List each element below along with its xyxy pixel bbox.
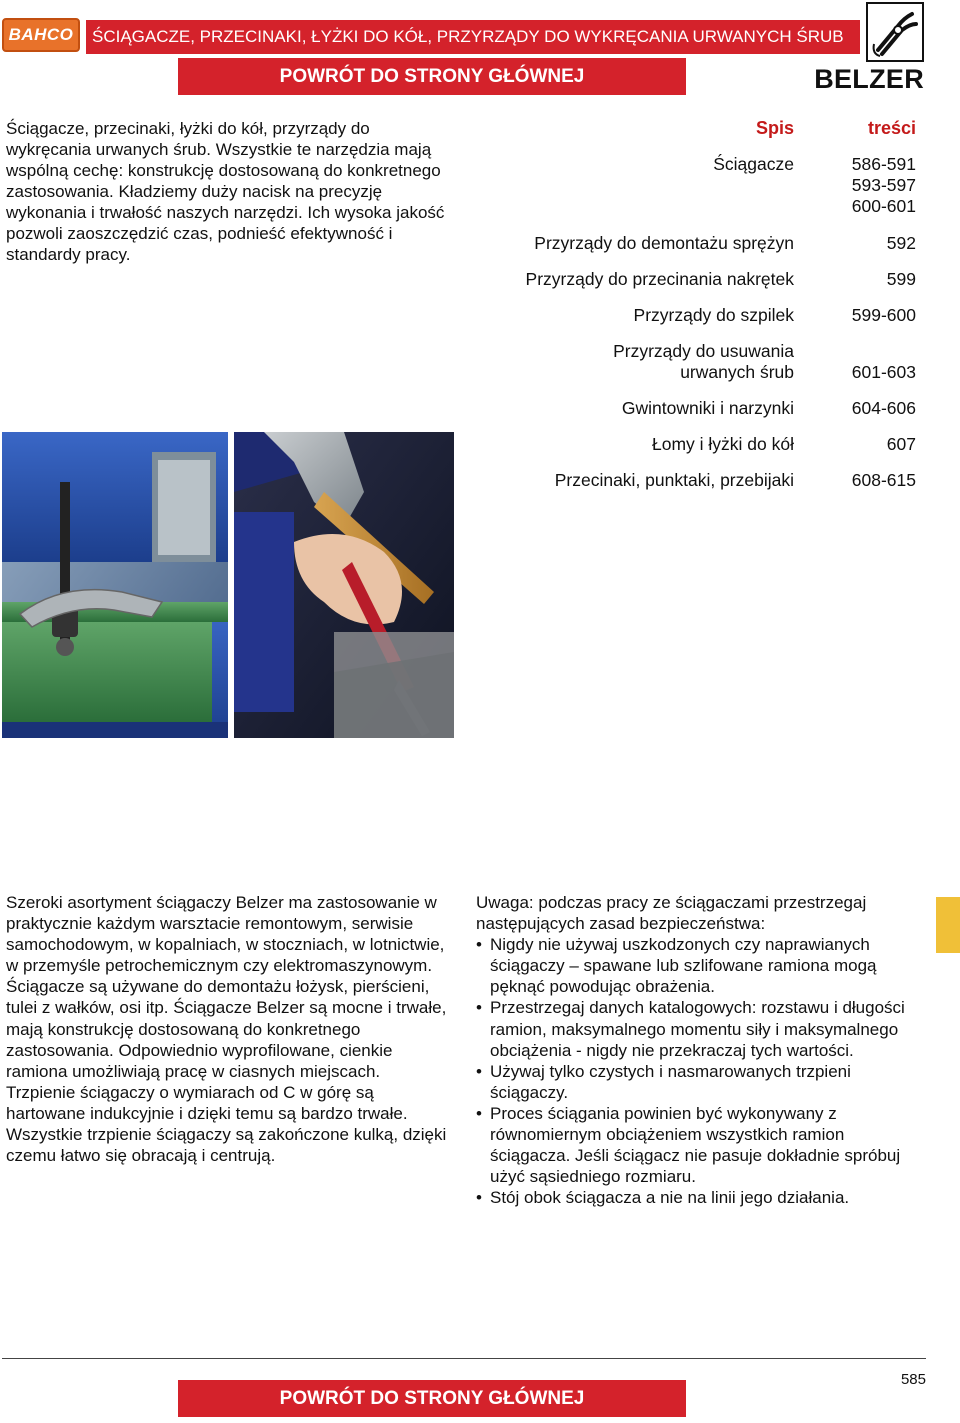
toc-item-label[interactable]: Przyrządy do demontażu sprężyn xyxy=(534,233,794,253)
intro-paragraph: Ściągacze, przecinaki, łyżki do kół, przyrządy do wykręcania urwanych śrub. Wszystkie te narzędzia mają wspólną cechę: konstrukcję dostosowaną do konkretnego zastosowania. Kładziemy duży nacisk na precyzję wykonania i trwałość naszych narzędzi. Ich wysoka jakość pozwoli zaoszczędzić czas, podnieść efektywność i standardy pracy. xyxy=(6,119,445,264)
safety-bullet: • Proces ściągania powinien być wykonywany z równomiernym obciążeniem wszystkich ramion ściągacza. Jeśli ściągacz nie pasuje dokładnie spróbuj użyć sąsiedniego rozmiaru. xyxy=(476,1103,901,1187)
toc-item-pages[interactable]: 599-600 xyxy=(851,305,916,325)
toc-item-pages[interactable]: 599 xyxy=(886,269,916,289)
toc-item-pages[interactable]: 601-603 xyxy=(851,362,916,382)
section-tab-marker xyxy=(936,897,960,953)
safety-bullet: • Przestrzegaj danych katalogowych: rozstawu i długości ramion, maksymalnego momentu siły i maksymalnego obciążenia - nigdy nie przekraczaj tych wartości. xyxy=(476,998,905,1060)
safety-bullet-text: Proces ściągania powinien być wykonywany z równomiernym obciążeniem wszystkich ramion ściągacza. Jeśli ściągacz nie pasuje dokładnie spróbuj użyć sąsiedniego rozmiaru. xyxy=(490,1103,901,1187)
safety-intro: Uwaga: podczas pracy ze ściągaczami przestrzegaj następujących zasad bezpieczeństwa: xyxy=(476,893,867,934)
safety-bullet-text: Nigdy nie używaj uszkodzonych czy naprawianych ściągaczy – spawane lub szlifowane ramiona mogą pęknąć powodując obrażenia. xyxy=(490,935,877,997)
safety-bullet-text: Używaj tylko czystych i nasmarowanych trzpieni ściągaczy. xyxy=(490,1061,851,1102)
bahco-logo[interactable] xyxy=(2,18,80,52)
toc-item-label[interactable]: Ściągacze xyxy=(713,154,794,174)
toc-heading-right: treści xyxy=(867,118,916,138)
toc-item-pages[interactable]: 586-591 593-597 600-601 xyxy=(851,154,916,216)
safety-bullet-text: Przestrzegaj danych katalogowych: rozstawu i długości ramion, maksymalnego momentu siły i maksymalnego obciążenia - nigdy nie przekraczaj tych wartości. xyxy=(490,998,905,1060)
pliers-tool-icon xyxy=(866,2,924,62)
safety-notes xyxy=(476,892,926,1208)
toc-item-label[interactable]: Przecinaki, punktaki, przebijaki xyxy=(554,470,794,490)
safety-bullet: • Używaj tylko czystych i nasmarowanych trzpieni ściągaczy. xyxy=(476,1061,851,1102)
toc-item-label[interactable]: Gwintowniki i narzynki xyxy=(621,398,794,418)
toc-heading-left: Spis xyxy=(755,118,794,138)
toc-item-pages[interactable]: 608-615 xyxy=(851,470,916,490)
page-number: 585 xyxy=(900,1371,926,1388)
brand-name: BELZER xyxy=(814,64,924,94)
safety-bullet: • Nigdy nie używaj uszkodzonych czy naprawianych ściągaczy – spawane lub szlifowane ramiona mogą pęknąć powodując obrażenia. xyxy=(476,935,877,997)
home-link-top[interactable]: POWRÓT DO STRONY GŁÓWNEJ xyxy=(178,58,686,95)
safety-bullet-text: Stój obok ściągacza a nie na linii jego działania. xyxy=(490,1188,850,1208)
footer-divider xyxy=(2,1358,926,1359)
toc-item-pages[interactable]: 607 xyxy=(886,434,916,454)
home-link-bottom[interactable]: POWRÓT DO STRONY GŁÓWNEJ xyxy=(178,1380,686,1417)
chisel-hammer-photo xyxy=(234,432,454,738)
toc-item-label[interactable]: Przyrządy do przecinania nakrętek xyxy=(525,269,794,289)
toc-item-label[interactable]: Łomy i łyżki do kół xyxy=(652,434,794,454)
category-title-bar: ŚCIĄGACZE, PRZECINAKI, ŁYŻKI DO KÓŁ, PRZYRZĄDY DO WYKRĘCANIA URWANYCH ŚRUB xyxy=(86,20,860,54)
assortment-paragraph: Szeroki asortyment ściągaczy Belzer ma zastosowanie w praktycznie każdym warsztacie remontowym, serwisie samochodowym, w kopalniach, w stoczniach, w lotnictwie, w przemyśle petrochemicznym czy elektromaszynowym. Ściągacze są używane do demontażu łożysk, pierścieni, tulei z wałków, osi itp. Ściągacze Belzer są mocne i trwałe, mają konstrukcję dostosowaną do konkretnego zastosowania. Odpowiednio wyprofilowane, cienkie ramiona umożliwiają pracę w ciasnych miejscach. Trzpienie ściągaczy o wymiarach od C w górę są hartowane indukcyjnie i dzięki temu są bardzo trwałe. Wszystkie trzpienie ściągaczy są zakończone kulką, dzięki czemu łatwo się obracają i centrują. xyxy=(6,893,447,1166)
puller-in-vise-photo xyxy=(2,432,228,738)
toc-item-label[interactable]: Przyrządy do szpilek xyxy=(633,305,794,325)
toc-item-pages[interactable]: 592 xyxy=(886,233,916,253)
safety-bullet: • Stój obok ściągacza a nie na linii jego działania. xyxy=(476,1188,850,1208)
logo-text: BAHCO xyxy=(8,25,74,44)
toc-item-label[interactable]: Przyrządy do usuwania urwanych śrub xyxy=(613,341,794,382)
toc-item-pages[interactable]: 604-606 xyxy=(851,398,916,418)
